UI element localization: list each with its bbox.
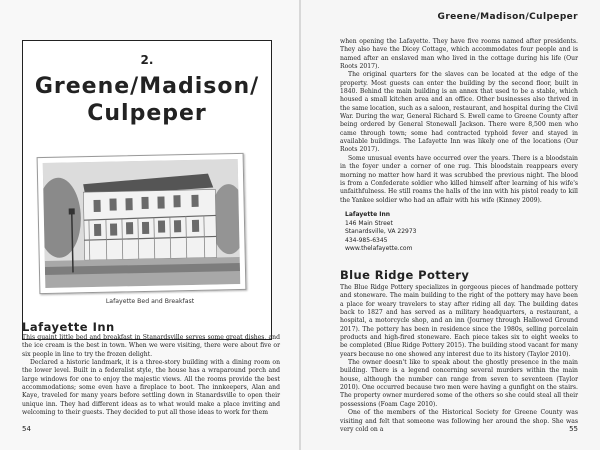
section-heading-lafayette-inn: Lafayette Inn: [22, 320, 115, 334]
lafayette-inn-address: [345, 211, 417, 254]
blue-ridge-pottery-text: [340, 284, 578, 434]
page-number-right: 55: [569, 425, 578, 433]
chapter-title: [23, 73, 271, 127]
address-street: 146 Main Street: [345, 219, 393, 227]
paragraph: Declared a historic landmark, it is a three-story building with a dining room on the lower level. Built in a federalist style, the house has a wraparound porch and large windows for one to enjoy the majestic views. All the rooms provide the best accommodations; some even have a fireplace to boot. The innkeepers, Alan and Kaye, traveled for many years before settling down in Stanardsville to open their unique inn. They had different ideas as to what would make a place inviting and welcoming to their guests. They decided to put all those ideas to work for them: [22, 359, 280, 417]
chapter-number: 2.: [140, 53, 154, 67]
paragraph: when opening the Lafayette. They have five rooms named after presidents. They also have the Dicey Cottage, which accommodates four people and is named after an enslaved man who lived in the cottage during his life (Our Roots 2017).: [340, 38, 578, 71]
section-heading-blue-ridge-pottery: Blue Ridge Pottery: [340, 268, 470, 282]
inn-building-image: [43, 159, 241, 288]
paragraph: The Blue Ridge Pottery specializes in gorgeous pieces of handmade pottery and stoneware. The main building to the right of the pottery may have been a place for weary travelers to stay after riding all day. The building dates back to 1827 and has served as a military headquarters, a restaurant, a hospital, a motorcycle shop, and an inn (Journey through Hallowed Ground 2017). The pottery has been in residence since the 1980s, selling porcelain products and high-fired stoneware. Each piece takes six to eight weeks to be completed (Blue Ridge Pottery 2015). The building stood vacant for many years because no one showed any interest due to its history (Taylor 2010).: [340, 284, 578, 358]
photo-caption: Lafayette Bed and Breakfast: [105, 298, 195, 305]
inn-photo: [37, 153, 247, 294]
page-number-left: 54: [22, 425, 31, 433]
running-head: Greene/Madison/Culpeper: [437, 12, 578, 22]
lafayette-inn-continued-text: [340, 38, 578, 205]
chapter-title-line: Greene/Madison/: [34, 74, 260, 99]
paragraph: The original quarters for the slaves can be located at the edge of the property. Most guests can enter the building by the second floor, built in 1840. Behind the main building is an annex that used to be a stable, which housed a small kitchen area and an office. Other businesses also thrived in the same location, such as a saloon, restaurant, and hospital during the Civil War. During the war, General Richard S. Ewell came to Greene County after being ordered by General Stonewall Jackson. There were 8,500 men who came through town; some had contracted typhoid fever and stayed in available buildings. The Lafayette Inn was likely one of the locations (Our Roots 2017).: [340, 71, 578, 154]
lafayette-inn-text: [22, 334, 280, 417]
address-city: Stanardsville, VA 22973: [345, 228, 417, 236]
chapter-title-line: Culpeper: [87, 101, 207, 126]
address-web: www.thelafayette.com: [345, 245, 413, 253]
book-gutter: [299, 0, 301, 450]
right-page: [300, 0, 600, 450]
address-name: Lafayette Inn: [345, 211, 390, 218]
paragraph: Some unusual events have occurred over the years. There is a bloodstain in the foyer under a corner of one rug. This bloodstain reappears every morning no matter how hard it was scrubbed the previous night. The blood is from a Confederate soldier who killed himself after learning of his wife's unfaithfulness. He still roams the halls of the inn with his pistol ready to kill the Yankee soldier who had an affair with his wife (Kinney 2009).: [340, 154, 578, 204]
address-phone: 434-985-6345: [345, 236, 388, 244]
paragraph: The owner doesn't like to speak about the ghostly presence in the main building. There is a legend concerning several murders within the main house, although the number can range from seven to seventeen (Taylor 2010). One occurred because two men were having a gunfight on the stairs. The property owner murdered some of the others so she could steal all their possessions (Foam Cage 2010).: [340, 359, 578, 408]
paragraph: One of the members of the Historical Society for Greene County was visiting and felt that someone was following her around the shop. She was very cold on a: [340, 409, 578, 433]
paragraph: This quaint little bed and breakfast in Stanardsville serves some great dishes, and the ice cream is the best in town. When we were visiting, there were about five or six people in line to try the frozen delight.: [22, 334, 280, 358]
